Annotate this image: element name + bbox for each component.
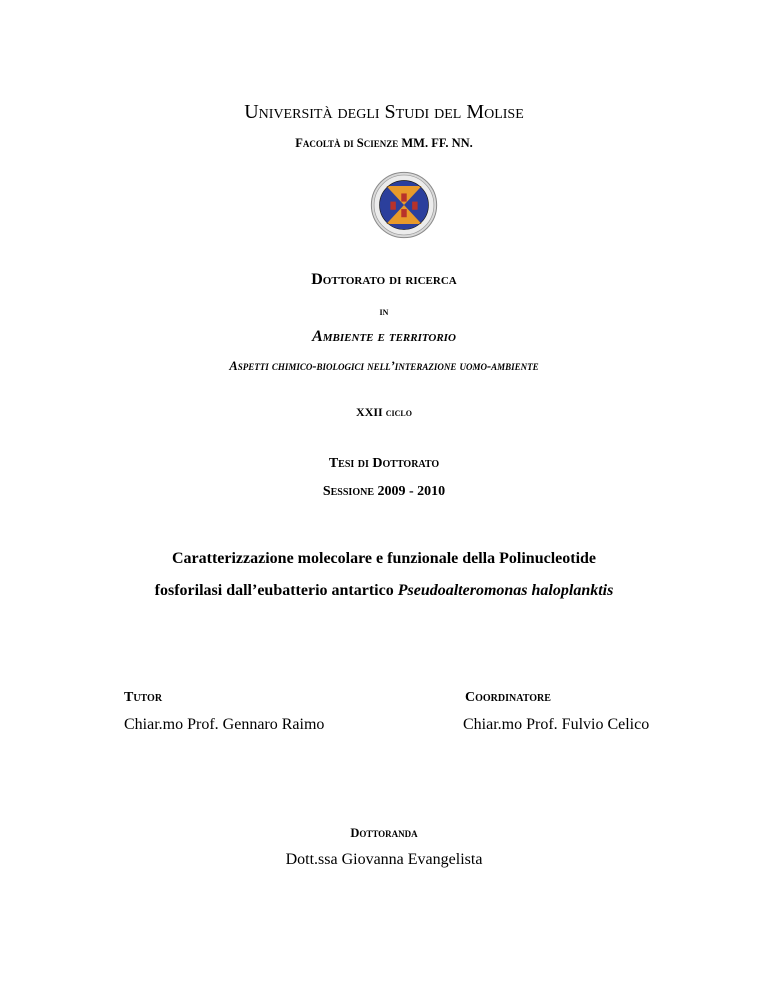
faculty-name: Facoltà di Scienze MM. FF. NN. — [295, 136, 473, 150]
thesis-title-line2 — [0, 582, 768, 600]
candidate-role: Dottoranda — [350, 826, 418, 840]
thesis-title-species: Pseudoalteromonas haloplanktis — [397, 582, 614, 599]
session-line — [0, 484, 768, 500]
tutor-name: Chiar.mo Prof. Gennaro Raimo — [124, 716, 325, 733]
thesis-label: Tesi di Dottorato — [328, 456, 440, 471]
session-years: 2009 - 2010 — [377, 484, 446, 499]
university-seal-icon — [370, 171, 438, 239]
coordinator-role: Coordinatore — [465, 690, 551, 705]
thesis-title-line1: Caratterizzazione molecolare e funzionale della Polinucleotide — [171, 550, 597, 567]
session-label: Sessione — [322, 484, 374, 499]
thesis-title-prefix: fosforilasi dall’eubatterio antartico — [154, 582, 398, 599]
tutor-role: Tutor — [124, 690, 163, 705]
program-subtitle: Aspetti chimico-biologici nell’interazione uomo-ambiente — [229, 359, 539, 373]
candidate-name: Dott.ssa Giovanna Evangelista — [285, 851, 483, 868]
cycle-label: XXII ciclo — [356, 405, 412, 419]
program-name: Ambiente e territorio — [312, 328, 456, 345]
connector-in: in — [379, 304, 389, 318]
doctorate-heading: Dottorato di ricerca — [311, 271, 457, 288]
university-name: Università degli Studi del Molise — [244, 101, 524, 123]
coordinator-name: Chiar.mo Prof. Fulvio Celico — [463, 716, 650, 733]
